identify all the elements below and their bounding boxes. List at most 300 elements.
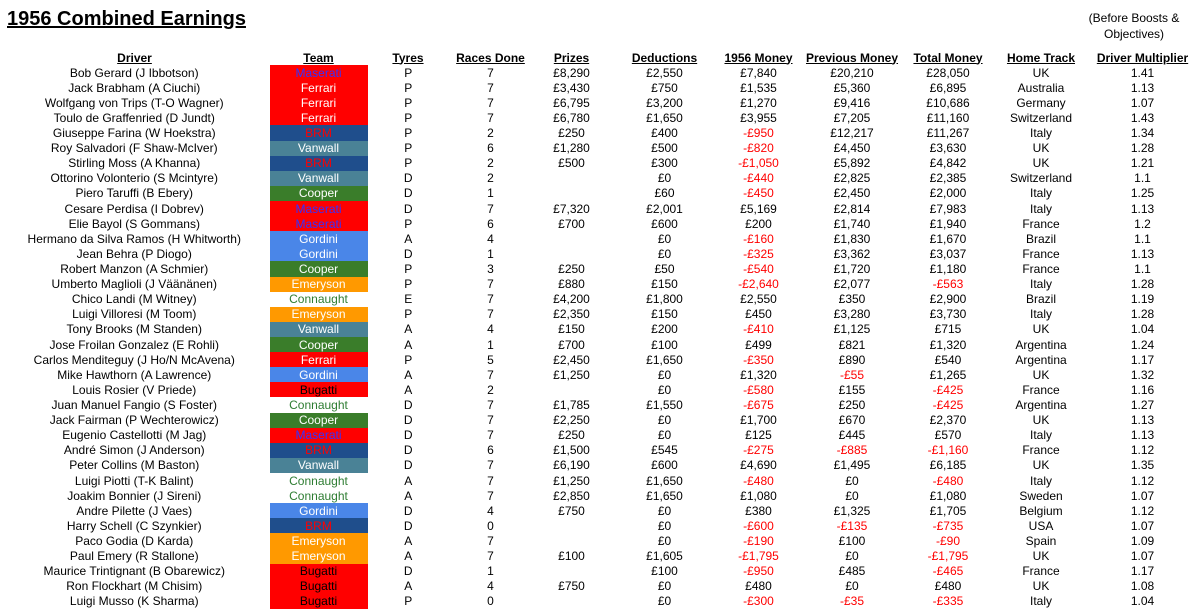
cell-home-track: Argentina: [1015, 352, 1067, 367]
cell-driver: Andre Pilette (J Vaes): [76, 503, 193, 518]
cell-driver-multiplier: 1.13: [1130, 428, 1155, 443]
cell-team: Emeryson: [269, 307, 368, 322]
cell-driver-multiplier: 1.13: [1130, 413, 1155, 428]
cell-team: Cooper: [269, 261, 368, 276]
cell-driver: Harry Schell (C Szynkier): [66, 518, 202, 533]
cell-previous-money: £2,077: [833, 277, 871, 292]
cell-deductions: £1,650: [646, 473, 683, 488]
cell-total-money: £1,940: [929, 216, 967, 231]
cell-prizes: [533, 518, 610, 533]
cell-total-money: -£1,160: [927, 443, 969, 458]
table-row: [0, 579, 1193, 594]
cell-deductions: £500: [651, 141, 678, 156]
cell-tyres: P: [404, 307, 413, 322]
cell-prizes: £1,785: [553, 397, 590, 412]
cell-driver-multiplier: 1.43: [1130, 110, 1155, 125]
cell-home-track: France: [1022, 443, 1060, 458]
cell-prizes: £4,200: [553, 292, 590, 307]
cell-money-1956: £3,955: [740, 110, 777, 125]
cell-team: Maserati: [269, 201, 368, 216]
cell-prizes: £8,290: [553, 65, 590, 80]
cell-tyres: A: [404, 579, 413, 594]
cell-races-done: 7: [487, 367, 494, 382]
cell-home-track: Italy: [1029, 186, 1052, 201]
cell-home-track: Argentina: [1015, 397, 1067, 412]
cell-races-done: 1: [487, 337, 494, 352]
cell-team: Emeryson: [269, 533, 368, 548]
cell-money-1956: -£410: [743, 322, 774, 337]
cell-total-money: £3,730: [929, 307, 967, 322]
cell-driver: Hermano da Silva Ramos (H Whitworth): [27, 231, 241, 246]
cell-previous-money: £2,814: [833, 201, 871, 216]
cell-deductions: £0: [657, 518, 672, 533]
table-row: [0, 246, 1193, 261]
cell-deductions: £0: [657, 413, 672, 428]
cell-money-1956: £125: [745, 428, 772, 443]
cell-money-1956: -£950: [743, 125, 774, 140]
cell-deductions: £0: [657, 428, 672, 443]
header-driver-multiplier: Driver Multiplier: [1096, 50, 1189, 65]
header-total-money: Total Money: [913, 50, 983, 65]
cell-races-done: 7: [487, 201, 494, 216]
cell-previous-money: £890: [838, 352, 866, 367]
cell-driver-multiplier: 1.08: [1130, 579, 1155, 594]
cell-team: Ferrari: [269, 80, 368, 95]
cell-deductions: £100: [651, 564, 678, 579]
cell-money-1956: -£325: [743, 246, 774, 261]
cell-tyres: D: [403, 171, 413, 186]
table-row: [0, 261, 1193, 276]
cell-races-done: 2: [487, 125, 494, 140]
cell-previous-money: £100: [838, 533, 866, 548]
cell-home-track: Italy: [1029, 473, 1052, 488]
cell-driver: Stirling Moss (A Khanna): [68, 156, 201, 171]
cell-previous-money: £0: [845, 488, 859, 503]
cell-money-1956: -£1,050: [738, 156, 779, 171]
cell-deductions: £2,001: [646, 201, 683, 216]
cell-driver-multiplier: 1.1: [1134, 261, 1151, 276]
cell-races-done: 6: [487, 216, 494, 231]
cell-total-money: £2,900: [929, 292, 967, 307]
cell-prizes: £7,320: [553, 201, 590, 216]
table-row: [0, 458, 1193, 473]
cell-driver: Joakim Bonnier (J Sireni): [67, 488, 202, 503]
cell-driver-multiplier: 1.2: [1134, 216, 1151, 231]
cell-tyres: P: [404, 594, 413, 609]
cell-total-money: £715: [934, 322, 962, 337]
cell-total-money: £570: [934, 428, 962, 443]
cell-driver-multiplier: 1.07: [1130, 488, 1155, 503]
cell-deductions: £545: [651, 443, 678, 458]
cell-previous-money: £250: [838, 397, 866, 412]
cell-team: Maserati: [269, 428, 368, 443]
cell-previous-money: £0: [845, 549, 859, 564]
cell-team: Gordini: [269, 367, 368, 382]
cell-driver: Jack Brabham (A Ciuchi): [68, 80, 201, 95]
cell-previous-money: £2,450: [833, 186, 871, 201]
cell-home-track: UK: [1032, 413, 1050, 428]
cell-home-track: Italy: [1029, 201, 1052, 216]
cell-tyres: A: [404, 488, 413, 503]
cell-deductions: £150: [651, 307, 678, 322]
cell-tyres: A: [404, 231, 413, 246]
cell-home-track: UK: [1032, 549, 1050, 564]
cell-previous-money: £1,125: [833, 322, 871, 337]
cell-races-done: 5: [487, 352, 494, 367]
cell-money-1956: £1,700: [740, 413, 777, 428]
cell-home-track: Italy: [1029, 277, 1052, 292]
cell-total-money: £1,670: [929, 231, 967, 246]
cell-total-money: £1,265: [929, 367, 967, 382]
header-team: Team: [303, 50, 334, 65]
cell-home-track: Germany: [1016, 95, 1066, 110]
cell-driver: Paco Godia (D Karda): [75, 533, 194, 548]
cell-home-track: Brazil: [1025, 292, 1056, 307]
cell-home-track: UK: [1032, 65, 1050, 80]
cell-previous-money: £0: [845, 473, 859, 488]
cell-home-track: France: [1022, 261, 1060, 276]
header-deductions: Deductions: [631, 50, 698, 65]
cell-deductions: £0: [657, 171, 672, 186]
cell-total-money: £3,037: [929, 246, 967, 261]
cell-previous-money: -£885: [836, 443, 868, 458]
table-row: [0, 397, 1193, 412]
cell-home-track: Italy: [1029, 125, 1052, 140]
cell-races-done: 7: [487, 428, 494, 443]
table-row: [0, 337, 1193, 352]
cell-money-1956: -£2,640: [738, 277, 779, 292]
cell-total-money: -£1,795: [927, 549, 969, 564]
cell-deductions: £0: [657, 367, 672, 382]
cell-deductions: £150: [651, 277, 678, 292]
cell-total-money: £3,630: [929, 141, 967, 156]
cell-home-track: Switzerland: [1009, 171, 1073, 186]
table-row: [0, 141, 1193, 156]
cell-driver: Roy Salvadori (F Shaw-McIver): [50, 141, 218, 156]
cell-money-1956: £1,535: [740, 80, 777, 95]
cell-team: Cooper: [269, 337, 368, 352]
cell-tyres: A: [404, 473, 413, 488]
cell-deductions: £100: [651, 337, 678, 352]
cell-money-1956: £450: [745, 307, 772, 322]
cell-driver: Elie Bayol (S Gommans): [68, 216, 200, 231]
cell-prizes: [533, 533, 610, 548]
cell-driver-multiplier: 1.04: [1130, 594, 1155, 609]
cell-races-done: 7: [487, 488, 494, 503]
cell-previous-money: £1,830: [833, 231, 871, 246]
table-row: [0, 352, 1193, 367]
cell-previous-money: £670: [838, 413, 866, 428]
cell-total-money: £10,686: [926, 95, 970, 110]
cell-deductions: £1,800: [646, 292, 683, 307]
cell-previous-money: £3,280: [833, 307, 871, 322]
cell-driver-multiplier: 1.17: [1130, 564, 1155, 579]
cell-money-1956: -£190: [743, 533, 774, 548]
cell-driver: Ron Flockhart (M Chisim): [66, 579, 203, 594]
table-row: [0, 428, 1193, 443]
cell-prizes: [533, 246, 610, 261]
cell-total-money: £480: [934, 579, 962, 594]
cell-driver-multiplier: 1.34: [1130, 125, 1155, 140]
cell-prizes: £700: [558, 216, 585, 231]
cell-races-done: 4: [487, 579, 494, 594]
cell-total-money: £2,370: [929, 413, 967, 428]
cell-team: Cooper: [269, 413, 368, 428]
cell-money-1956: £7,840: [740, 65, 777, 80]
cell-tyres: P: [404, 125, 413, 140]
table-row: [0, 65, 1193, 80]
cell-prizes: £3,430: [553, 80, 590, 95]
cell-tyres: A: [404, 337, 413, 352]
cell-team: Ferrari: [269, 110, 368, 125]
cell-previous-money: £350: [838, 292, 866, 307]
cell-driver-multiplier: 1.25: [1130, 186, 1155, 201]
earnings-table: [0, 50, 1194, 609]
cell-driver: Robert Manzon (A Schmier): [60, 261, 209, 276]
cell-money-1956: £4,690: [740, 458, 777, 473]
cell-tyres: D: [403, 458, 413, 473]
cell-tyres: D: [403, 186, 413, 201]
cell-money-1956: -£350: [743, 352, 774, 367]
cell-prizes: [533, 594, 610, 609]
cell-prizes: £700: [558, 337, 585, 352]
table-row: [0, 488, 1193, 503]
cell-money-1956: -£480: [743, 473, 774, 488]
table-body: [0, 65, 1193, 609]
cell-home-track: France: [1022, 564, 1060, 579]
cell-team: Vanwall: [269, 141, 368, 156]
sheet-title: 1956 Combined Earnings: [7, 8, 246, 30]
cell-tyres: A: [404, 533, 413, 548]
cell-previous-money: £5,892: [833, 156, 871, 171]
cell-home-track: UK: [1032, 458, 1050, 473]
cell-driver-multiplier: 1.17: [1130, 352, 1155, 367]
cell-team: Bugatti: [269, 594, 368, 609]
cell-races-done: 2: [487, 156, 494, 171]
cell-tyres: P: [404, 80, 413, 95]
cell-prizes: £250: [558, 428, 585, 443]
cell-driver: Luigi Musso (K Sharma): [69, 594, 199, 609]
cell-deductions: £0: [657, 246, 672, 261]
cell-driver: Peter Collins (M Baston): [69, 458, 200, 473]
cell-total-money: £7,983: [929, 201, 967, 216]
cell-money-1956: £200: [745, 216, 772, 231]
cell-total-money: £28,050: [926, 65, 970, 80]
cell-races-done: 4: [487, 322, 494, 337]
cell-money-1956: £1,080: [740, 488, 777, 503]
cell-money-1956: £499: [745, 337, 772, 352]
cell-races-done: 7: [487, 80, 494, 95]
table-row: [0, 549, 1193, 564]
table-row: [0, 156, 1193, 171]
cell-deductions: £0: [657, 231, 672, 246]
cell-home-track: Belgium: [1019, 503, 1063, 518]
cell-total-money: -£563: [932, 277, 964, 292]
table-row: [0, 594, 1193, 609]
cell-driver-multiplier: 1.1: [1134, 231, 1151, 246]
cell-team: Ferrari: [269, 95, 368, 110]
cell-team: Emeryson: [269, 549, 368, 564]
header-driver: Driver: [117, 50, 152, 65]
cell-tyres: P: [404, 352, 413, 367]
cell-deductions: £0: [657, 594, 672, 609]
cell-deductions: £400: [651, 125, 678, 140]
table-row: [0, 518, 1193, 533]
cell-home-track: Sweden: [1019, 488, 1063, 503]
cell-driver: Bob Gerard (J Ibbotson): [69, 65, 199, 80]
cell-prizes: [533, 231, 610, 246]
cell-deductions: £750: [651, 80, 678, 95]
cell-races-done: 1: [487, 564, 494, 579]
cell-home-track: Brazil: [1025, 231, 1056, 246]
cell-total-money: -£425: [932, 397, 964, 412]
cell-tyres: D: [403, 564, 413, 579]
cell-deductions: £50: [654, 261, 675, 276]
header-previous-money: Previous Money: [805, 50, 899, 65]
table-row: [0, 367, 1193, 382]
cell-home-track: Argentina: [1015, 337, 1067, 352]
cell-races-done: 6: [487, 141, 494, 156]
cell-team: Gordini: [269, 246, 368, 261]
cell-driver: Louis Rosier (V Priede): [72, 382, 197, 397]
cell-deductions: £1,650: [646, 110, 683, 125]
cell-deductions: £3,200: [646, 95, 683, 110]
cell-prizes: £100: [558, 549, 585, 564]
cell-tyres: A: [404, 322, 413, 337]
cell-team: Gordini: [269, 231, 368, 246]
cell-driver-multiplier: 1.12: [1130, 443, 1155, 458]
cell-races-done: 7: [487, 65, 494, 80]
cell-driver: Maurice Trintignant (B Obarewicz): [43, 564, 225, 579]
cell-money-1956: -£600: [743, 518, 774, 533]
cell-driver-multiplier: 1.04: [1130, 322, 1155, 337]
cell-money-1956: £2,550: [740, 292, 777, 307]
cell-money-1956: -£540: [743, 261, 774, 276]
cell-driver: Piero Taruffi (B Ebery): [75, 186, 194, 201]
cell-driver-multiplier: 1.32: [1130, 367, 1155, 382]
cell-driver: Jean Behra (P Diogo): [76, 246, 192, 261]
cell-driver: Tony Brooks (M Standen): [66, 322, 202, 337]
cell-team: Connaught: [269, 488, 368, 503]
cell-prizes: [533, 171, 610, 186]
cell-races-done: 2: [487, 382, 494, 397]
cell-driver-multiplier: 1.07: [1130, 549, 1155, 564]
cell-deductions: £0: [657, 533, 672, 548]
table-row: [0, 110, 1193, 125]
cell-tyres: P: [404, 141, 413, 156]
cell-driver-multiplier: 1.07: [1130, 95, 1155, 110]
cell-total-money: -£735: [932, 518, 964, 533]
cell-driver-multiplier: 1.24: [1130, 337, 1155, 352]
table-row: [0, 80, 1193, 95]
cell-total-money: -£335: [932, 594, 964, 609]
cell-total-money: £540: [934, 352, 962, 367]
cell-total-money: £11,160: [926, 110, 970, 125]
cell-deductions: £300: [651, 156, 678, 171]
table-row: [0, 292, 1193, 307]
cell-driver-multiplier: 1.28: [1130, 307, 1155, 322]
cell-races-done: 1: [487, 246, 494, 261]
cell-money-1956: -£300: [743, 594, 774, 609]
cell-driver-multiplier: 1.13: [1130, 80, 1155, 95]
cell-previous-money: £1,495: [833, 458, 871, 473]
cell-tyres: P: [404, 216, 413, 231]
cell-prizes: £6,795: [553, 95, 590, 110]
cell-tyres: D: [403, 428, 413, 443]
cell-driver-multiplier: 1.16: [1130, 382, 1155, 397]
cell-home-track: France: [1022, 246, 1060, 261]
cell-team: Vanwall: [269, 171, 368, 186]
cell-tyres: P: [404, 65, 413, 80]
cell-races-done: 7: [487, 549, 494, 564]
cell-money-1956: -£450: [743, 186, 774, 201]
cell-races-done: 1: [487, 186, 494, 201]
cell-deductions: £60: [654, 186, 675, 201]
cell-money-1956: -£675: [743, 397, 774, 412]
cell-team: Emeryson: [269, 277, 368, 292]
cell-driver-multiplier: 1.07: [1130, 518, 1155, 533]
cell-total-money: £2,000: [929, 186, 967, 201]
cell-driver: Wolfgang von Trips (T-O Wagner): [44, 95, 224, 110]
cell-home-track: France: [1022, 216, 1060, 231]
cell-team: Maserati: [269, 216, 368, 231]
cell-home-track: France: [1022, 382, 1060, 397]
cell-previous-money: £20,210: [830, 65, 874, 80]
cell-team: Maserati: [269, 65, 368, 80]
cell-previous-money: £155: [838, 382, 866, 397]
cell-races-done: 2: [487, 171, 494, 186]
table-row: [0, 473, 1193, 488]
cell-prizes: £2,350: [553, 307, 590, 322]
table-row: [0, 277, 1193, 292]
cell-races-done: 7: [487, 277, 494, 292]
table-row: [0, 125, 1193, 140]
cell-prizes: £880: [558, 277, 585, 292]
cell-prizes: £2,250: [553, 413, 590, 428]
cell-races-done: 7: [487, 397, 494, 412]
cell-money-1956: -£950: [743, 564, 774, 579]
cell-money-1956: £1,270: [740, 95, 777, 110]
cell-money-1956: -£580: [743, 382, 774, 397]
cell-races-done: 0: [487, 594, 494, 609]
cell-total-money: -£425: [932, 382, 964, 397]
cell-driver-multiplier: 1.27: [1130, 397, 1155, 412]
cell-driver-multiplier: 1.09: [1130, 533, 1155, 548]
cell-home-track: UK: [1032, 322, 1050, 337]
table-row: [0, 171, 1193, 186]
cell-total-money: £6,895: [929, 80, 967, 95]
cell-money-1956: -£440: [743, 171, 774, 186]
cell-prizes: £750: [558, 579, 585, 594]
table-row: [0, 322, 1193, 337]
cell-previous-money: £485: [838, 564, 866, 579]
cell-driver: André Simon (J Anderson): [63, 443, 205, 458]
cell-team: BRM: [269, 518, 368, 533]
cell-races-done: 4: [487, 231, 494, 246]
cell-driver-multiplier: 1.28: [1130, 277, 1155, 292]
cell-team: BRM: [269, 125, 368, 140]
cell-races-done: 7: [487, 458, 494, 473]
cell-team: Vanwall: [269, 322, 368, 337]
cell-home-track: UK: [1032, 367, 1050, 382]
table-row: [0, 307, 1193, 322]
cell-deductions: £0: [657, 579, 672, 594]
cell-driver: Eugenio Castellotti (M Jag): [62, 428, 207, 443]
table-row: [0, 382, 1193, 397]
cell-driver-multiplier: 1.13: [1130, 246, 1155, 261]
cell-tyres: D: [403, 397, 413, 412]
cell-money-1956: £5,169: [740, 201, 777, 216]
